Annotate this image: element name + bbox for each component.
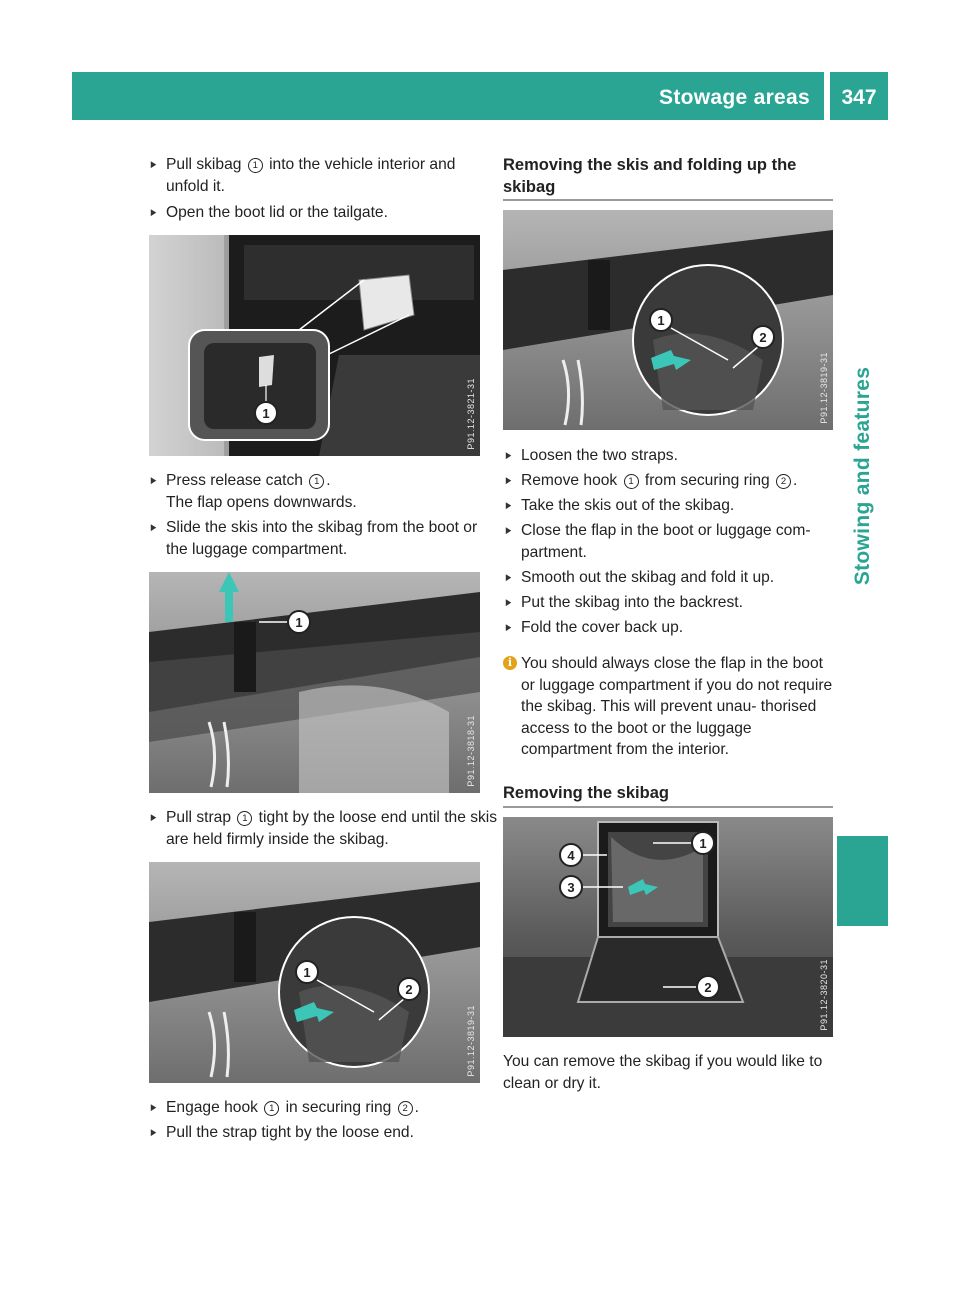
step-pull-strap-tight: ▶ Pull the strap tight by the loose end. — [148, 1122, 500, 1144]
step-pull-skibag: ▶ Pull skibag 1 into the vehicle interior and unfold it. — [148, 154, 500, 197]
step-engage-hook: ▶ Engage hook 1 in securing ring 2 . — [148, 1097, 500, 1119]
figure-remove-skibag — [503, 817, 833, 1037]
step-fold-cover: ▶ Fold the cover back up. — [503, 617, 851, 639]
section-title-removing-skis: Removing the skis and folding up the skibag — [503, 156, 797, 196]
step-slide-skis: ▶ Slide the skis into the skibag from the boot or the luggage compartment. — [148, 517, 500, 560]
step-pull-strap: ▶ Pull strap 1 tight by the loose end until the skis are held firmly inside the skibag. — [148, 807, 500, 850]
fig5-callout-1: 1 — [699, 836, 707, 851]
flap-opens-note: The flap opens downwards. — [166, 493, 357, 511]
step-close-flap: ▶ Close the flap in the boot or luggage com- partment. — [503, 520, 851, 563]
callout-ref-1: 1 — [248, 158, 263, 173]
fig4-callout-1: 1 — [657, 313, 665, 328]
info-icon: i — [503, 656, 517, 670]
fig3-callout-2: 2 — [405, 982, 413, 997]
fig5-code: P91.12-3820-31 — [819, 959, 829, 1031]
step-open-boot: ▶ Open the boot lid or the tailgate. — [148, 202, 500, 224]
fig3-callout-1: 1 — [303, 965, 311, 980]
info-note: You should always close the flap in the boot or luggage compartment if you do not require the skibag. This will prevent unau- thorised access to the boot or the luggage compartment from the interior. — [521, 655, 833, 758]
side-tab — [850, 122, 876, 830]
closing-text: You can remove the skibag if you would like to clean or dry it. — [503, 1053, 823, 1092]
step-loosen-straps: ▶ Loosen the two straps. — [503, 445, 851, 467]
side-tab-label: Stowing and features — [851, 366, 874, 586]
step-take-skis-out: ▶ Take the skis out of the skibag. — [503, 495, 851, 517]
section-rule-2 — [503, 806, 833, 808]
fig1-code: P91.12-3821-31 — [466, 378, 476, 450]
fig4-callout-2: 2 — [759, 330, 767, 345]
fig3-code: P91.12-3819-31 — [466, 1005, 476, 1077]
figure-release-catch — [149, 235, 480, 456]
fig2-callout-1: 1 — [295, 615, 303, 630]
figure-engage-hook — [149, 862, 480, 1083]
header-title: Stowage areas — [72, 72, 824, 120]
step-press-release: ▶ Press release catch 1 . The flap opens downwards. — [148, 470, 500, 513]
section-title-removing-skibag: Removing the skibag — [503, 784, 669, 802]
step-smooth-out: ▶ Smooth out the skibag and fold it up. — [503, 567, 851, 589]
fig1-callout-1: 1 — [262, 406, 270, 421]
step-put-skibag: ▶ Put the skibag into the backrest. — [503, 592, 851, 614]
fig5-callout-4: 4 — [567, 848, 575, 863]
fig4-code: P91.12-3819-31 — [819, 352, 829, 424]
fig5-callout-2: 2 — [704, 980, 712, 995]
fig5-callout-3: 3 — [567, 880, 575, 895]
figure-remove-hook — [503, 210, 833, 430]
figure-pull-strap — [149, 572, 480, 793]
page-number: 347 — [830, 72, 888, 120]
section-rule — [503, 199, 833, 201]
step-remove-hook: ▶ Remove hook 1 from securing ring 2 . — [503, 470, 851, 492]
fig2-code: P91.12-3818-31 — [466, 715, 476, 787]
side-tab-marker — [837, 836, 888, 926]
